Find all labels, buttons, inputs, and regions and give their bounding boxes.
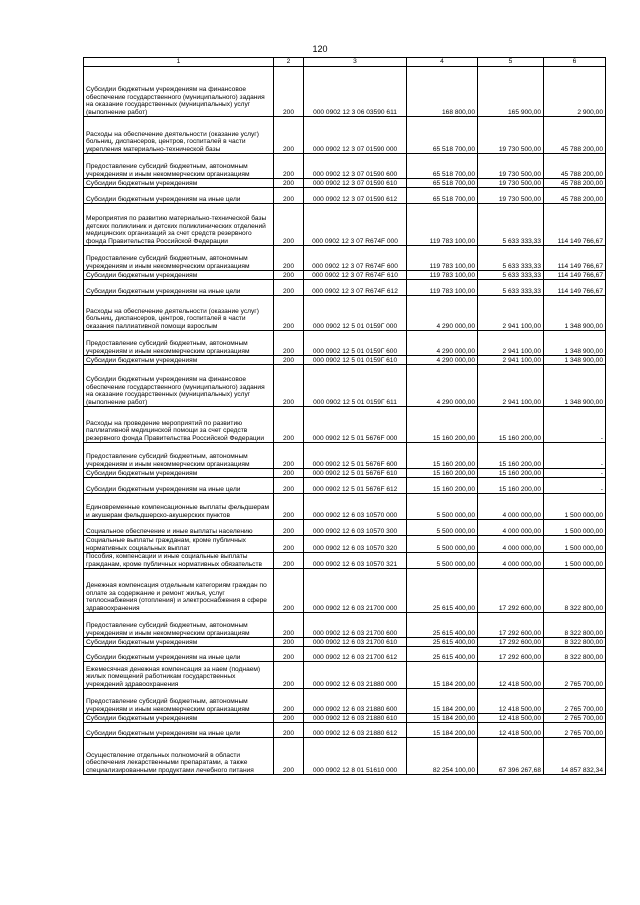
row-value-col5: 17 292 600,00 [478,613,544,638]
row-value-col6: 2 765 700,00 [544,714,606,723]
table-row [84,188,606,204]
table-row [84,478,606,494]
row-value-col4: 5 500 000,00 [407,536,478,553]
row-code: 200 [274,280,304,296]
row-value-col6: 1 348 900,00 [544,331,606,356]
row-code: 200 [274,536,304,553]
row-value-col5: 19 730 500,00 [478,179,544,188]
row-name: Расходы на проведение мероприятий по развитию паллиативной медицинской помощи за счет средств резервного фонда Правительства Российской Федерации [84,407,274,443]
row-value-col6: 114 149 766,67 [544,246,606,271]
row-code: 200 [274,478,304,494]
row-value-col4: 15 184 200,00 [407,689,478,714]
row-value-col4: 15 184 200,00 [407,662,478,689]
row-code: 200 [274,738,304,775]
row-value-col6: 114 149 766,67 [544,280,606,296]
table-row [84,647,606,662]
row-code: 200 [274,647,304,662]
table-row [84,443,606,469]
row-name: Предоставление субсидий бюджетным, автономным учреждениям и иным некоммерческим организациям [84,689,274,714]
row-value-col6: 45 788 200,00 [544,154,606,179]
row-csr-code: 000 0902 12 5 01 0159Г 611 [304,365,407,407]
row-code: 200 [274,296,304,331]
table-row [84,494,606,520]
row-code: 200 [274,443,304,469]
row-value-col6: 1 348 900,00 [544,365,606,407]
row-code: 200 [274,494,304,520]
row-name: Осуществление отдельных полномочий в области обеспечения лекарственными препаратами, а также специализированными продуктами лечебного питания [84,738,274,775]
row-value-col5: 17 292 600,00 [478,647,544,662]
row-value-col6: 2 765 700,00 [544,689,606,714]
row-csr-code: 000 0902 12 3 07 01590 000 [304,117,407,154]
column-header: 1 [84,58,274,67]
row-csr-code: 000 0902 12 5 01 5676F 610 [304,469,407,478]
row-csr-code: 000 0902 12 3 07 R674F 600 [304,246,407,271]
table-row [84,271,606,280]
row-value-col4: 15 184 200,00 [407,714,478,723]
row-code: 200 [274,613,304,638]
row-name: Предоставление субсидий бюджетным, автономным учреждениям и иным некоммерческим организациям [84,154,274,179]
row-csr-code: 000 0902 12 6 03 10570 320 [304,536,407,553]
row-value-col6: - [544,443,606,469]
row-value-col5: 15 160 200,00 [478,469,544,478]
row-name: Субсидии бюджетным учреждениям [84,271,274,280]
row-value-col4: 4 290 000,00 [407,296,478,331]
row-value-col5: 19 730 500,00 [478,117,544,154]
row-code: 200 [274,662,304,689]
row-name: Субсидии бюджетным учреждениям [84,179,274,188]
row-csr-code: 000 0902 12 6 03 10570 321 [304,553,407,569]
row-value-col5: 2 941 100,00 [478,356,544,365]
row-value-col6: - [544,469,606,478]
row-value-col6: 8 322 800,00 [544,569,606,613]
table-row [84,536,606,553]
row-name: Субсидии бюджетным учреждениям на финансовое обеспечение государственного (муниципального) задания на оказание государственных (муниципальных) услуг (выполнение работ) [84,365,274,407]
row-value-col4: 65 518 700,00 [407,188,478,204]
row-value-col4: 119 783 100,00 [407,204,478,246]
row-name: Ежемесячная денежная компенсация за наем (поднаем) жилых помещений работникам государственных учреждений здравоохранения [84,662,274,689]
table-row [84,365,606,407]
row-csr-code: 000 0902 12 3 07 R674F 612 [304,280,407,296]
row-name: Субсидии бюджетным учреждениям [84,638,274,647]
row-name: Предоставление субсидий бюджетным, автономным учреждениям и иным некоммерческим организациям [84,443,274,469]
row-csr-code: 000 0902 12 6 03 21880 610 [304,714,407,723]
table-row [84,469,606,478]
row-value-col4: 65 518 700,00 [407,117,478,154]
row-value-col6: 1 348 900,00 [544,356,606,365]
row-code: 200 [274,638,304,647]
row-code: 200 [274,469,304,478]
row-value-col6: 2 765 700,00 [544,662,606,689]
row-value-col5: 4 000 000,00 [478,520,544,536]
row-value-col5: 19 730 500,00 [478,188,544,204]
row-csr-code: 000 0902 12 6 03 21700 600 [304,613,407,638]
table-row [84,689,606,714]
table-row [84,246,606,271]
row-code: 200 [274,67,304,117]
row-value-col6: 114 149 766,67 [544,204,606,246]
row-csr-code: 000 0902 12 6 03 10570 000 [304,494,407,520]
row-name: Денежная компенсация отдельным категориям граждан по оплате за содержание и ремонт жилья, услуг теплоснабжения (отопления) и электроснабжения в сфере здравоохранения [84,569,274,613]
row-value-col4: 15 160 200,00 [407,407,478,443]
table-row [84,613,606,638]
table-row [84,407,606,443]
row-csr-code: 000 0902 12 6 03 21880 000 [304,662,407,689]
column-header: 2 [274,58,304,67]
row-name: Предоставление субсидий бюджетным, автономным учреждениям и иным некоммерческим организациям [84,613,274,638]
row-value-col4: 65 518 700,00 [407,179,478,188]
table-row [84,638,606,647]
row-name: Субсидии бюджетным учреждениям на иные цели [84,280,274,296]
row-name: Мероприятия по развитию материально-технической базы детских поликлиник и детских поликлинических отделений медицинских организаций за счет средств резервного фонда Правительства Российской Федерации [84,204,274,246]
table-row [84,714,606,723]
row-csr-code: 000 0902 12 5 01 5676F 000 [304,407,407,443]
row-value-col5: 4 000 000,00 [478,494,544,520]
row-csr-code: 000 0902 12 3 07 R674F 610 [304,271,407,280]
row-value-col5: 5 633 333,33 [478,280,544,296]
table-header-row [84,58,606,67]
row-value-col5: 67 396 267,68 [478,738,544,775]
row-code: 200 [274,271,304,280]
table-row [84,738,606,775]
column-header: 3 [304,58,407,67]
table-row [84,67,606,117]
table-row [84,296,606,331]
row-code: 200 [274,365,304,407]
row-csr-code: 000 0902 12 3 07 01590 600 [304,154,407,179]
row-value-col4: 15 160 200,00 [407,443,478,469]
row-value-col6: 45 788 200,00 [544,179,606,188]
row-value-col5: 4 000 000,00 [478,553,544,569]
row-value-col6: 1 500 000,00 [544,520,606,536]
row-code: 200 [274,188,304,204]
row-csr-code: 000 0902 12 3 06 03590 611 [304,67,407,117]
row-name: Расходы на обеспечение деятельности (оказание услуг) больниц, диспансеров, центров, госпиталей в части оказания паллиативной помощи взрослым [84,296,274,331]
row-value-col4: 25 615 400,00 [407,569,478,613]
row-value-col6: 1 500 000,00 [544,553,606,569]
row-value-col6: 2 765 700,00 [544,723,606,738]
row-name: Расходы на обеспечение деятельности (оказание услуг) больниц, диспансеров, центров, госпиталей в части укрепления материально-технической базы [84,117,274,154]
row-csr-code: 000 0902 12 6 03 21880 612 [304,723,407,738]
page-number: 120 [312,44,328,54]
row-value-col5: 2 941 100,00 [478,296,544,331]
row-value-col4: 15 160 200,00 [407,469,478,478]
row-value-col5: 17 292 600,00 [478,569,544,613]
row-name: Субсидии бюджетным учреждениям [84,469,274,478]
row-name: Социальное обеспечение и иные выплаты населению [84,520,274,536]
row-name: Субсидии бюджетным учреждениям на иные цели [84,723,274,738]
table-row [84,520,606,536]
table-row [84,179,606,188]
row-csr-code: 000 0902 12 6 03 21700 612 [304,647,407,662]
row-csr-code: 000 0902 12 5 01 0159Г 000 [304,296,407,331]
row-name: Субсидии бюджетным учреждениям на иные цели [84,478,274,494]
row-value-col6: 8 322 800,00 [544,638,606,647]
row-value-col5: 5 633 333,33 [478,271,544,280]
row-code: 200 [274,689,304,714]
row-value-col6: 1 500 000,00 [544,536,606,553]
row-value-col5: 2 941 100,00 [478,365,544,407]
row-value-col5: 5 633 333,33 [478,204,544,246]
row-code: 200 [274,179,304,188]
row-csr-code: 000 0902 12 6 03 21700 000 [304,569,407,613]
row-value-col6: 1 500 000,00 [544,494,606,520]
row-value-col4: 168 800,00 [407,67,478,117]
row-code: 200 [274,569,304,613]
row-value-col5: 5 633 333,33 [478,246,544,271]
row-name: Единовременные компенсационные выплаты фельдшерам и акушерам фельдшерско-акушерских пунктов [84,494,274,520]
row-csr-code: 000 0902 12 5 01 0159Г 610 [304,356,407,365]
row-name: Пособия, компенсации и иные социальные выплаты гражданам, кроме публичных нормативных обязательств [84,553,274,569]
row-code: 200 [274,331,304,356]
row-name: Предоставление субсидий бюджетным, автономным учреждениям и иным некоммерческим организациям [84,331,274,356]
table-row [84,569,606,613]
row-value-col5: 4 000 000,00 [478,536,544,553]
row-name: Субсидии бюджетным учреждениям на иные цели [84,647,274,662]
table-row [84,117,606,154]
row-csr-code: 000 0902 12 3 07 01590 612 [304,188,407,204]
row-name: Субсидии бюджетным учреждениям на иные цели [84,188,274,204]
row-name: Предоставление субсидий бюджетным, автономным учреждениям и иным некоммерческим организациям [84,246,274,271]
row-value-col6: 14 857 832,34 [544,738,606,775]
row-csr-code: 000 0902 12 3 07 R674F 000 [304,204,407,246]
column-header: 6 [544,58,606,67]
row-value-col4: 25 615 400,00 [407,638,478,647]
row-value-col5: 17 292 600,00 [478,638,544,647]
row-value-col6: 114 149 766,67 [544,271,606,280]
row-value-col5: 12 418 500,00 [478,723,544,738]
row-code: 200 [274,356,304,365]
row-value-col4: 25 615 400,00 [407,613,478,638]
row-csr-code: 000 0902 12 3 07 01590 610 [304,179,407,188]
column-header: 5 [478,58,544,67]
row-value-col6: 1 348 900,00 [544,296,606,331]
row-value-col4: 119 783 100,00 [407,246,478,271]
row-csr-code: 000 0902 12 6 03 21880 600 [304,689,407,714]
row-value-col4: 119 783 100,00 [407,271,478,280]
row-csr-code: 000 0902 12 8 01 51610 000 [304,738,407,775]
row-value-col6: 8 322 800,00 [544,613,606,638]
row-value-col5: 15 160 200,00 [478,407,544,443]
row-code: 200 [274,407,304,443]
table-row [84,280,606,296]
row-value-col6: 45 788 200,00 [544,188,606,204]
table-row [84,662,606,689]
row-value-col6: 8 322 800,00 [544,647,606,662]
table-row [84,553,606,569]
row-csr-code: 000 0902 12 6 03 10570 300 [304,520,407,536]
row-code: 200 [274,553,304,569]
column-header: 4 [407,58,478,67]
row-value-col4: 4 290 000,00 [407,365,478,407]
row-value-col5: 15 160 200,00 [478,443,544,469]
table-row [84,356,606,365]
row-name: Субсидии бюджетным учреждениям на финансовое обеспечение государственного (муниципального) задания на оказание государственных (муниципальных) услуг (выполнение работ) [84,67,274,117]
row-csr-code: 000 0902 12 5 01 5676F 600 [304,443,407,469]
row-code: 200 [274,520,304,536]
table-row [84,154,606,179]
table-body [84,67,606,775]
row-value-col6: - [544,478,606,494]
table-row [84,204,606,246]
row-value-col6: 2 900,00 [544,67,606,117]
row-csr-code: 000 0902 12 5 01 0159Г 600 [304,331,407,356]
row-value-col5: 19 730 500,00 [478,154,544,179]
row-value-col4: 15 184 200,00 [407,723,478,738]
table-row [84,331,606,356]
row-value-col4: 82 254 100,00 [407,738,478,775]
table-row [84,723,606,738]
row-value-col6: 45 788 200,00 [544,117,606,154]
row-code: 200 [274,117,304,154]
row-name: Социальные выплаты гражданам, кроме публичных нормативных социальных выплат [84,536,274,553]
row-value-col5: 12 418 500,00 [478,714,544,723]
row-value-col5: 165 900,00 [478,67,544,117]
row-csr-code: 000 0902 12 6 03 21700 610 [304,638,407,647]
row-value-col5: 12 418 500,00 [478,662,544,689]
row-value-col6: - [544,407,606,443]
row-value-col4: 119 783 100,00 [407,280,478,296]
row-code: 200 [274,246,304,271]
row-value-col4: 4 290 000,00 [407,356,478,365]
row-name: Субсидии бюджетным учреждениям [84,714,274,723]
row-value-col4: 65 518 700,00 [407,154,478,179]
row-value-col4: 5 500 000,00 [407,553,478,569]
row-value-col5: 15 160 200,00 [478,478,544,494]
row-value-col4: 5 500 000,00 [407,520,478,536]
row-code: 200 [274,154,304,179]
row-value-col5: 2 941 100,00 [478,331,544,356]
row-code: 200 [274,204,304,246]
row-value-col4: 15 160 200,00 [407,478,478,494]
row-value-col4: 4 290 000,00 [407,331,478,356]
row-code: 200 [274,723,304,738]
budget-table [83,57,606,775]
row-value-col5: 12 418 500,00 [478,689,544,714]
row-code: 200 [274,714,304,723]
row-name: Субсидии бюджетным учреждениям [84,356,274,365]
row-value-col4: 5 500 000,00 [407,494,478,520]
row-csr-code: 000 0902 12 5 01 5676F 612 [304,478,407,494]
row-value-col4: 25 615 400,00 [407,647,478,662]
